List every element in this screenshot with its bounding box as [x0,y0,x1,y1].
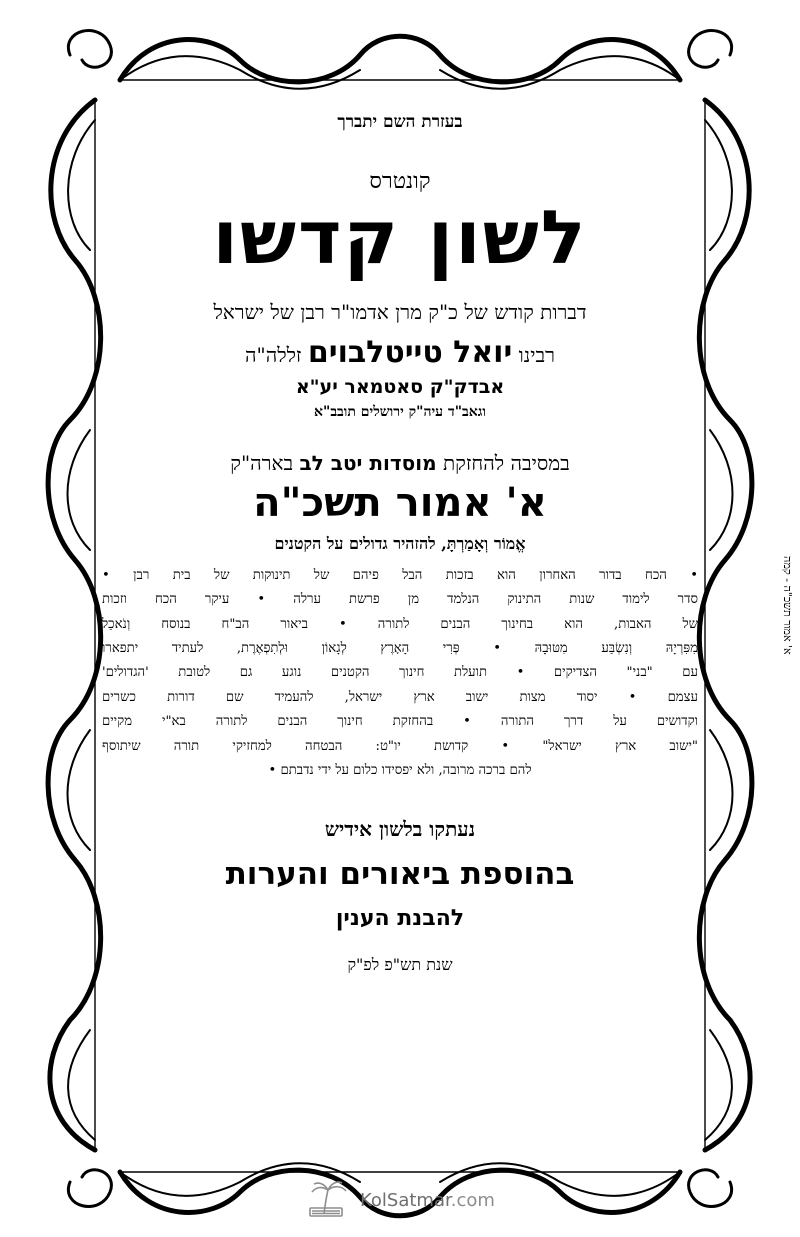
rabeinu-name: יואל טייטלבוים [307,334,513,370]
vegavad-line: וגאב"ד עיה"ק ירושלים תובב"א [314,403,486,420]
logo-suffix: .com [450,1190,495,1211]
topic-line: מִפִּרְיָהּ וְנִשְׂבַּע מִטּוּבָהּ • פְּרִי הָאָרֶץ לְגָאוֹן וּלְתִפְאֶרֶת, לעתיד יתפארו [102,640,698,656]
bemesiba-line [100,451,700,476]
kuntres-label: קונטרס [369,169,431,194]
lehavanat-line: להבנת הענין [335,906,465,932]
topic-line: עם "בני" הצדיקים • תועלת חינוך הקטנים נוגע גם לטובת 'הגדולים' [102,665,698,681]
rabeinu-post: זללה"ה [245,342,302,367]
neetku-line: נעתקו בלשון אידיש [324,817,476,842]
rabeinu-pre: רבינו [518,342,555,367]
avdak-line: אבדק"ק סאטמאר יע"א [295,375,505,398]
topic-line: וקדושים על דרך התורה • בהחזקת חינוך הבנים לתורה בא"י מקיים [102,714,698,730]
bemesiba-bold: מוסדות יטב לב [299,450,437,475]
date-line: א' אמור תשכ"ה [253,479,547,526]
topic-line: של האבות, הוא בחינוך הבנים לתורה • ביאור הב"ח בנוסח וְנֹאכַל [102,616,698,632]
topic-line: • הכח בדור האחרון הוא בזכות הבל פיהם של תינוקות של בית רבן • [102,567,698,583]
main-title: לשון קדשו [212,195,588,281]
title-page-content [100,112,700,975]
rabeinu-line [100,335,700,370]
topic-line: סדר לימוד שנות התינוק הנלמד מן פרשת ערלה • עיקר הכח וזכות [102,592,698,608]
header-bsd: בעזרת השם יתברך [337,112,463,132]
topics-paragraph [102,564,698,784]
topic-line: "ישוב ארץ ישראל" • קדושת יו"ט: הבטחה למחזיקי תורה שיתוסף [102,738,698,754]
behosafa-line: בהוספת ביאורים והערות [225,856,575,893]
bemesiba-pre: במסיבה להחזקת [442,450,570,475]
spine-label: א' אמור תשכ"ה - קמה [781,555,794,655]
logo-name: KolSatmar [360,1190,451,1211]
divrei-line: דברות קודש של כ"ק מרן אדמו"ר רבן של ישראל [213,299,587,324]
bemesiba-post: בארה"ק [230,450,294,475]
site-logo[interactable] [360,1190,495,1211]
emor-line: אֱמוֹר וְאָמַרְתָּ, להזהיר גדולים על הקטנים [274,533,526,553]
year-line: שנת תש"פ לפ"ק [347,955,453,975]
topic-line: להם ברכה מרובה, ולא יפסידו כלום על ידי נדבתם • [268,762,532,778]
topic-line: עצמם • יסוד מצות ישוב ארץ ישראל, להעמיד שם דורות כשרים [102,689,698,705]
